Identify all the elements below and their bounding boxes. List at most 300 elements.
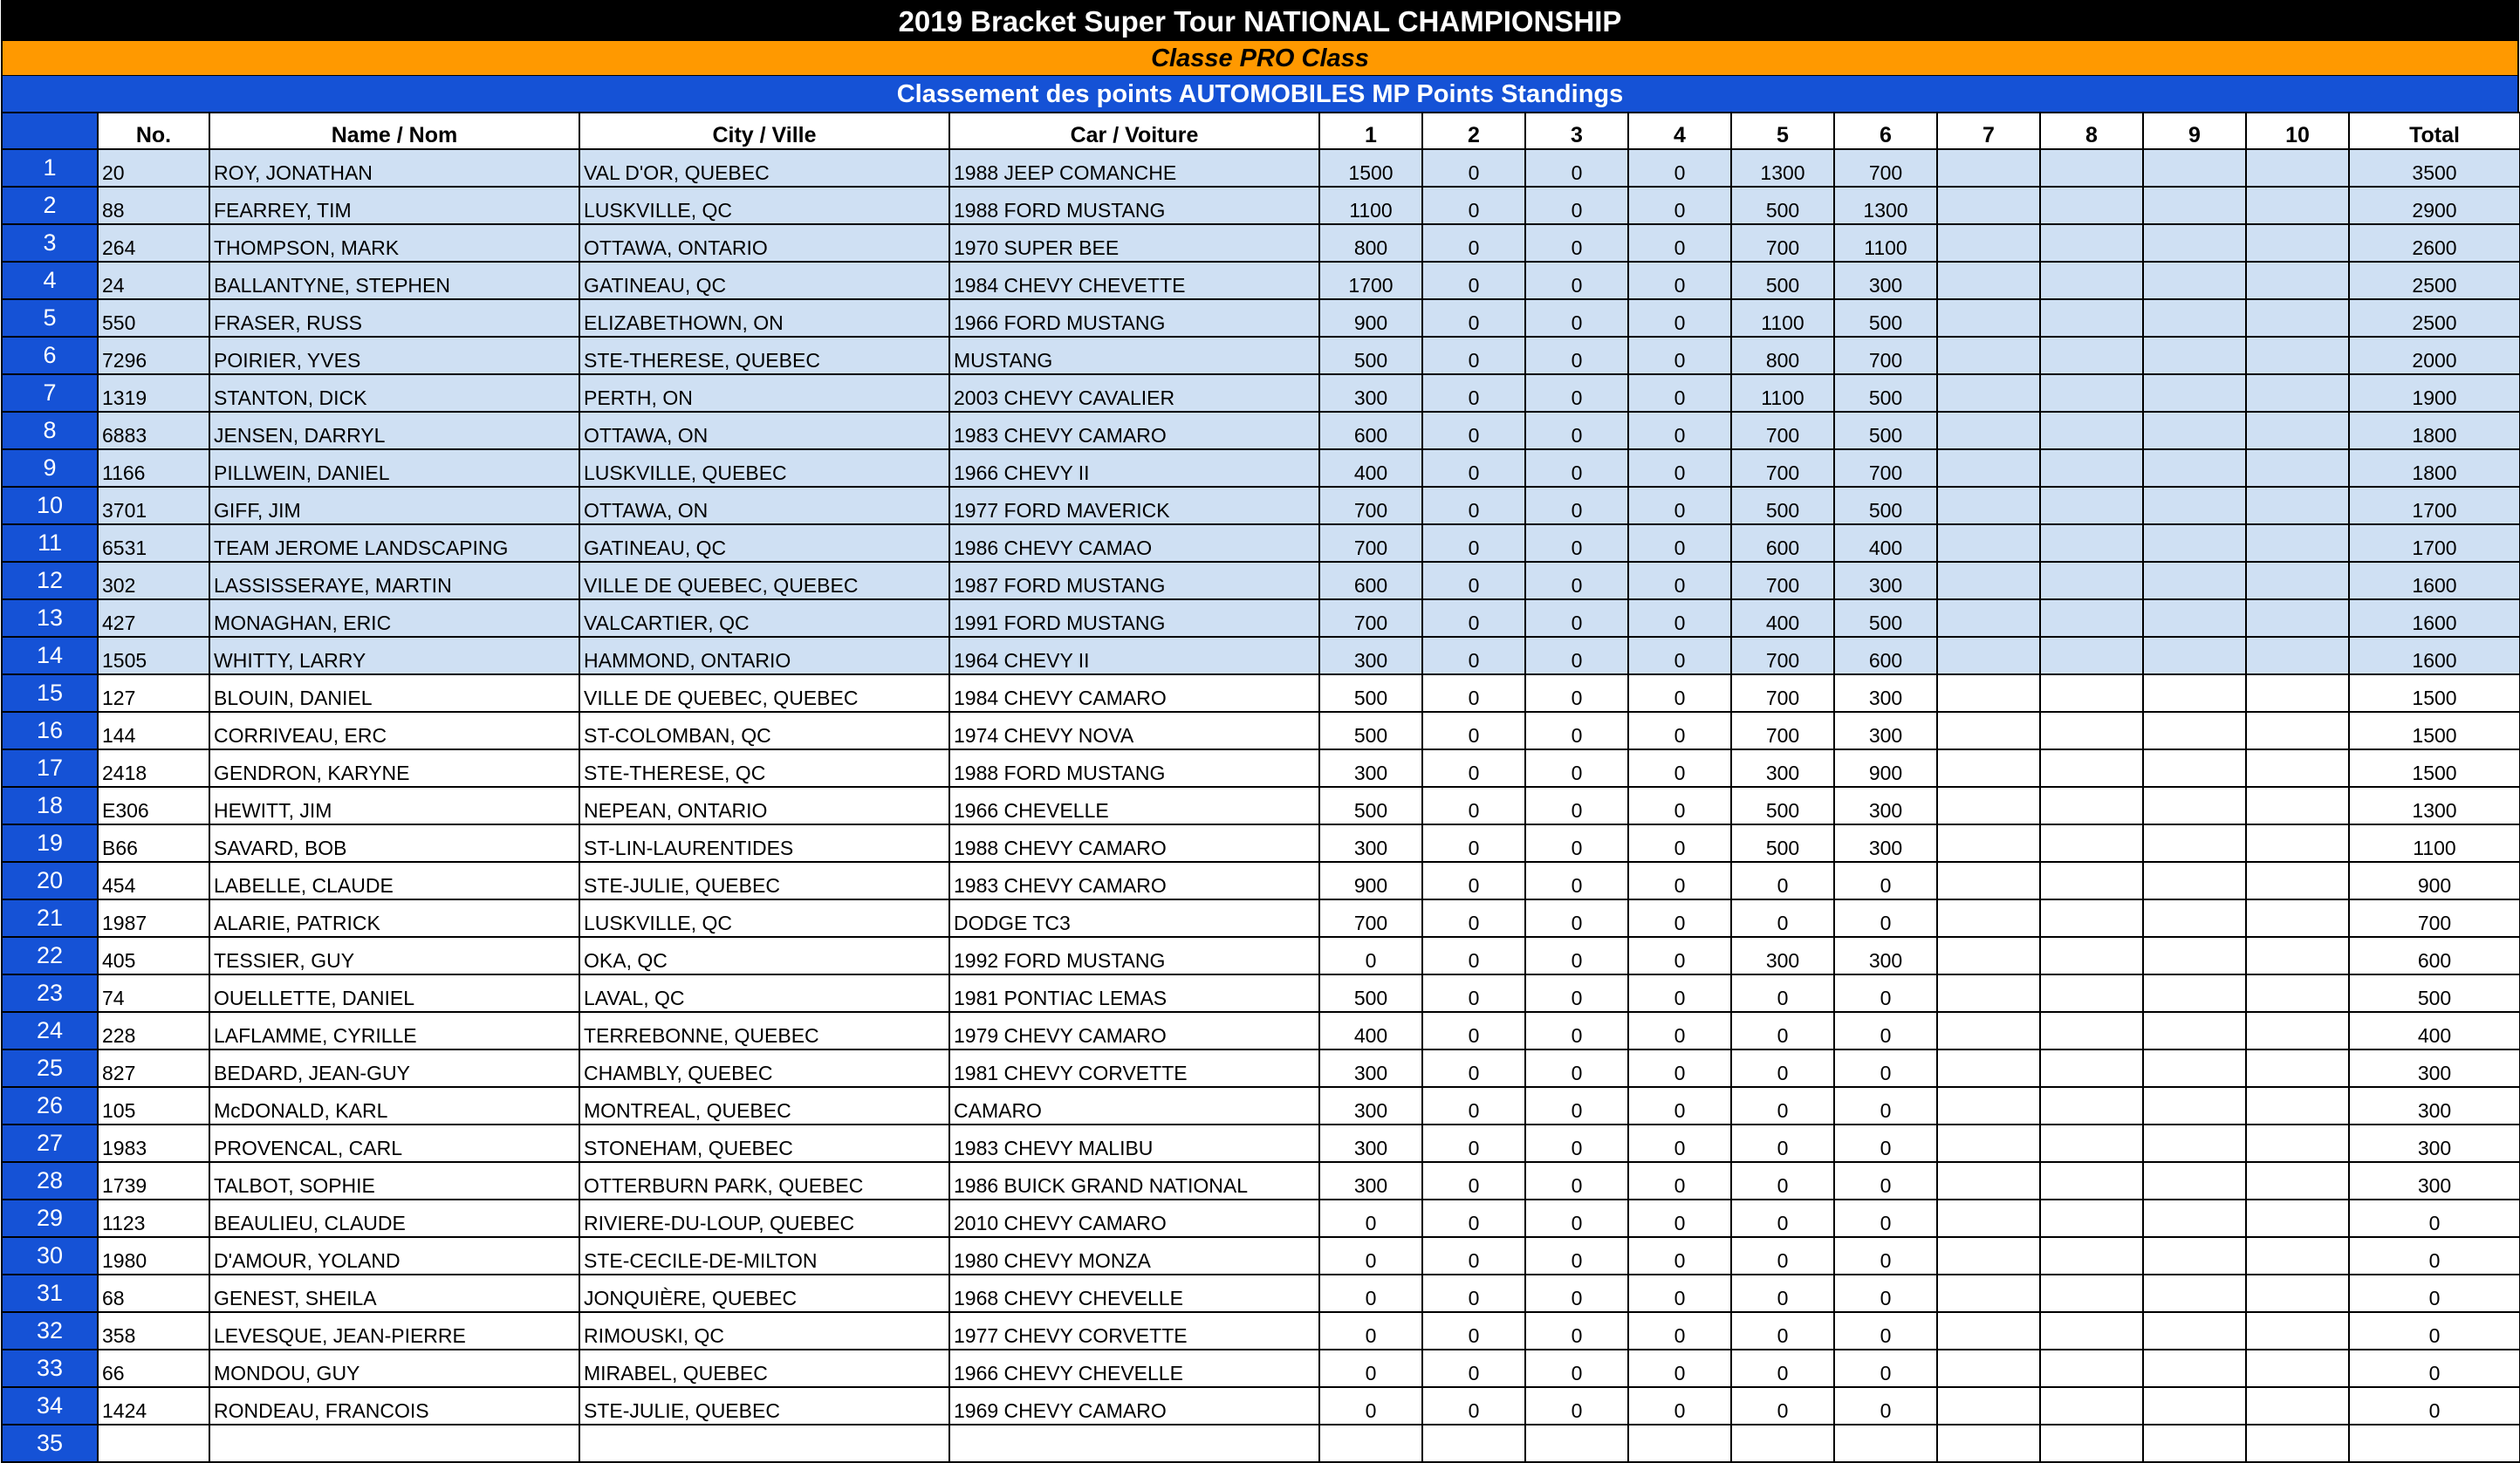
points-round-9 <box>2143 899 2246 937</box>
points-total: 1500 <box>2349 712 2520 749</box>
points-round-1: 300 <box>1319 1162 1422 1200</box>
points-round-9 <box>2143 1237 2246 1275</box>
points-round-4: 0 <box>1628 1312 1731 1350</box>
header-car: Car / Voiture <box>949 113 1319 149</box>
points-round-1: 700 <box>1319 487 1422 524</box>
points-round-7 <box>1937 899 2040 937</box>
points-round-3: 0 <box>1525 299 1628 337</box>
points-round-1: 500 <box>1319 787 1422 824</box>
points-total: 300 <box>2349 1125 2520 1162</box>
points-round-7 <box>1937 1200 2040 1237</box>
driver-city: STE-CECILE-DE-MILTON <box>579 1237 949 1275</box>
points-round-2 <box>1422 1425 1525 1462</box>
driver-number: 24 <box>98 262 209 299</box>
points-round-10 <box>2246 824 2349 862</box>
points-round-5: 0 <box>1731 1125 1834 1162</box>
points-round-8 <box>2040 187 2143 224</box>
points-round-8 <box>2040 1087 2143 1125</box>
table-row <box>2 374 2520 412</box>
points-round-7 <box>1937 1387 2040 1425</box>
points-round-1: 400 <box>1319 449 1422 487</box>
driver-car: 1984 CHEVY CHEVETTE <box>949 262 1319 299</box>
points-round-3: 0 <box>1525 187 1628 224</box>
table-row <box>2 262 2520 299</box>
points-round-1: 300 <box>1319 637 1422 674</box>
points-round-9 <box>2143 337 2246 374</box>
driver-number <box>98 1425 209 1462</box>
driver-number: 1424 <box>98 1387 209 1425</box>
table-row <box>2 1425 2520 1462</box>
points-round-4: 0 <box>1628 899 1731 937</box>
rank-number: 13 <box>2 599 98 637</box>
driver-city: STE-THERESE, QUEBEC <box>579 337 949 374</box>
driver-name: BEAULIEU, CLAUDE <box>209 1200 579 1237</box>
driver-number: 302 <box>98 562 209 599</box>
points-round-10 <box>2246 1162 2349 1200</box>
points-round-6: 500 <box>1834 299 1937 337</box>
points-round-8 <box>2040 1237 2143 1275</box>
points-round-9 <box>2143 374 2246 412</box>
points-round-8 <box>2040 1200 2143 1237</box>
points-total: 500 <box>2349 974 2520 1012</box>
driver-name: LABELLE, CLAUDE <box>209 862 579 899</box>
points-round-4: 0 <box>1628 524 1731 562</box>
points-round-3: 0 <box>1525 1237 1628 1275</box>
points-round-4: 0 <box>1628 187 1731 224</box>
championship-title: 2019 Bracket Super Tour NATIONAL CHAMPIONSHIP <box>1 0 2519 40</box>
driver-city: MONTREAL, QUEBEC <box>579 1087 949 1125</box>
points-round-7 <box>1937 449 2040 487</box>
points-round-5: 0 <box>1731 1012 1834 1049</box>
points-round-1: 500 <box>1319 337 1422 374</box>
rank-number: 4 <box>2 262 98 299</box>
points-round-6: 300 <box>1834 824 1937 862</box>
rank-number: 10 <box>2 487 98 524</box>
driver-number: 127 <box>98 674 209 712</box>
rank-number: 5 <box>2 299 98 337</box>
points-round-8 <box>2040 524 2143 562</box>
points-round-5: 600 <box>1731 524 1834 562</box>
points-round-2: 0 <box>1422 599 1525 637</box>
driver-name: GIFF, JIM <box>209 487 579 524</box>
points-round-6: 0 <box>1834 1275 1937 1312</box>
points-round-6: 700 <box>1834 337 1937 374</box>
rank-number: 17 <box>2 749 98 787</box>
rank-number: 14 <box>2 637 98 674</box>
driver-city: ELIZABETHOWN, ON <box>579 299 949 337</box>
driver-city: RIVIERE-DU-LOUP, QUEBEC <box>579 1200 949 1237</box>
points-round-3 <box>1525 1425 1628 1462</box>
points-round-7 <box>1937 937 2040 974</box>
points-round-8 <box>2040 637 2143 674</box>
driver-car: 1966 CHEVELLE <box>949 787 1319 824</box>
points-round-7 <box>1937 1275 2040 1312</box>
points-round-9 <box>2143 599 2246 637</box>
points-round-5: 0 <box>1731 1162 1834 1200</box>
points-round-10 <box>2246 524 2349 562</box>
points-round-1: 0 <box>1319 1200 1422 1237</box>
points-round-1: 300 <box>1319 1125 1422 1162</box>
points-round-1: 0 <box>1319 1237 1422 1275</box>
points-round-3: 0 <box>1525 712 1628 749</box>
driver-name: STANTON, DICK <box>209 374 579 412</box>
rank-number: 16 <box>2 712 98 749</box>
points-round-3: 0 <box>1525 449 1628 487</box>
points-round-1: 0 <box>1319 937 1422 974</box>
driver-number: 6883 <box>98 412 209 449</box>
table-row <box>2 224 2520 262</box>
driver-car: 1970 SUPER BEE <box>949 224 1319 262</box>
driver-city: VILLE DE QUEBEC, QUEBEC <box>579 674 949 712</box>
points-round-10 <box>2246 599 2349 637</box>
points-total: 600 <box>2349 937 2520 974</box>
table-row <box>2 562 2520 599</box>
driver-name: McDONALD, KARL <box>209 1087 579 1125</box>
points-round-6: 600 <box>1834 637 1937 674</box>
points-round-7 <box>1937 787 2040 824</box>
points-round-7 <box>1937 337 2040 374</box>
points-round-10 <box>2246 1387 2349 1425</box>
points-total: 300 <box>2349 1087 2520 1125</box>
driver-car: 1983 CHEVY CAMARO <box>949 412 1319 449</box>
points-round-9 <box>2143 1012 2246 1049</box>
points-round-5: 0 <box>1731 1200 1834 1237</box>
driver-car: 1979 CHEVY CAMARO <box>949 1012 1319 1049</box>
points-total: 0 <box>2349 1237 2520 1275</box>
points-total: 2500 <box>2349 299 2520 337</box>
table-row <box>2 1387 2520 1425</box>
driver-city: OTTAWA, ON <box>579 487 949 524</box>
points-round-2: 0 <box>1422 1312 1525 1350</box>
points-round-4: 0 <box>1628 412 1731 449</box>
points-round-8 <box>2040 1012 2143 1049</box>
rank-number: 6 <box>2 337 98 374</box>
rank-number: 11 <box>2 524 98 562</box>
driver-number: 66 <box>98 1350 209 1387</box>
points-round-8 <box>2040 1125 2143 1162</box>
points-round-1: 500 <box>1319 674 1422 712</box>
table-row <box>2 599 2520 637</box>
points-total: 0 <box>2349 1350 2520 1387</box>
header-round-6: 6 <box>1834 113 1937 149</box>
driver-number: 105 <box>98 1087 209 1125</box>
points-round-5: 1100 <box>1731 299 1834 337</box>
driver-name: SAVARD, BOB <box>209 824 579 862</box>
points-round-3: 0 <box>1525 599 1628 637</box>
points-round-4: 0 <box>1628 787 1731 824</box>
points-round-7 <box>1937 824 2040 862</box>
points-round-10 <box>2246 449 2349 487</box>
points-round-2: 0 <box>1422 562 1525 599</box>
points-round-10 <box>2246 1425 2349 1462</box>
points-round-7 <box>1937 524 2040 562</box>
points-round-7 <box>1937 974 2040 1012</box>
header-round-9: 9 <box>2143 113 2246 149</box>
header-total: Total <box>2349 113 2520 149</box>
table-row <box>2 449 2520 487</box>
table-row <box>2 1237 2520 1275</box>
points-round-2: 0 <box>1422 899 1525 937</box>
rank-number: 33 <box>2 1350 98 1387</box>
points-round-6: 700 <box>1834 449 1937 487</box>
points-round-4: 0 <box>1628 1012 1731 1049</box>
points-round-2: 0 <box>1422 487 1525 524</box>
points-round-8 <box>2040 899 2143 937</box>
rank-number: 23 <box>2 974 98 1012</box>
rank-number: 12 <box>2 562 98 599</box>
driver-car: 1992 FORD MUSTANG <box>949 937 1319 974</box>
points-round-3: 0 <box>1525 1387 1628 1425</box>
points-total: 400 <box>2349 1012 2520 1049</box>
driver-city: STE-THERESE, QC <box>579 749 949 787</box>
points-round-2: 0 <box>1422 1387 1525 1425</box>
driver-name: LAFLAMME, CYRILLE <box>209 1012 579 1049</box>
points-round-8 <box>2040 974 2143 1012</box>
points-round-4: 0 <box>1628 1087 1731 1125</box>
points-total: 300 <box>2349 1162 2520 1200</box>
points-round-4: 0 <box>1628 824 1731 862</box>
driver-city: ST-LIN-LAURENTIDES <box>579 824 949 862</box>
points-round-2: 0 <box>1422 1087 1525 1125</box>
driver-car: 1983 CHEVY MALIBU <box>949 1125 1319 1162</box>
points-round-2: 0 <box>1422 1200 1525 1237</box>
points-round-3: 0 <box>1525 1275 1628 1312</box>
points-round-8 <box>2040 374 2143 412</box>
driver-name: TESSIER, GUY <box>209 937 579 974</box>
points-total: 1600 <box>2349 637 2520 674</box>
driver-car: 1991 FORD MUSTANG <box>949 599 1319 637</box>
driver-name: GENDRON, KARYNE <box>209 749 579 787</box>
points-round-9 <box>2143 412 2246 449</box>
points-total: 2900 <box>2349 187 2520 224</box>
rank-number: 9 <box>2 449 98 487</box>
rank-number: 15 <box>2 674 98 712</box>
driver-city: STE-JULIE, QUEBEC <box>579 862 949 899</box>
rank-number: 28 <box>2 1162 98 1200</box>
points-round-8 <box>2040 1162 2143 1200</box>
driver-number: 68 <box>98 1275 209 1312</box>
points-round-9 <box>2143 187 2246 224</box>
points-round-6: 300 <box>1834 787 1937 824</box>
table-row <box>2 1125 2520 1162</box>
points-round-2: 0 <box>1422 749 1525 787</box>
driver-city: LUSKVILLE, QC <box>579 187 949 224</box>
points-round-9 <box>2143 974 2246 1012</box>
rank-number: 26 <box>2 1087 98 1125</box>
points-round-6: 0 <box>1834 899 1937 937</box>
driver-car: MUSTANG <box>949 337 1319 374</box>
points-round-2: 0 <box>1422 1350 1525 1387</box>
rank-number: 32 <box>2 1312 98 1350</box>
rank-number: 21 <box>2 899 98 937</box>
points-round-8 <box>2040 1312 2143 1350</box>
rank-number: 3 <box>2 224 98 262</box>
driver-name: FRASER, RUSS <box>209 299 579 337</box>
points-round-7 <box>1937 862 2040 899</box>
driver-city: OTTAWA, ONTARIO <box>579 224 949 262</box>
points-round-2: 0 <box>1422 1125 1525 1162</box>
points-round-2: 0 <box>1422 374 1525 412</box>
points-round-1: 700 <box>1319 899 1422 937</box>
rank-number: 1 <box>2 149 98 187</box>
driver-number: 144 <box>98 712 209 749</box>
points-round-7 <box>1937 637 2040 674</box>
driver-number: 6531 <box>98 524 209 562</box>
driver-name: POIRIER, YVES <box>209 337 579 374</box>
points-round-1: 700 <box>1319 599 1422 637</box>
points-round-10 <box>2246 899 2349 937</box>
points-round-10 <box>2246 187 2349 224</box>
driver-city: VALCARTIER, QC <box>579 599 949 637</box>
driver-number: E306 <box>98 787 209 824</box>
points-round-4: 0 <box>1628 1200 1731 1237</box>
driver-city: JONQUIÈRE, QUEBEC <box>579 1275 949 1312</box>
points-round-8 <box>2040 862 2143 899</box>
points-round-5: 300 <box>1731 749 1834 787</box>
points-round-9 <box>2143 1350 2246 1387</box>
points-round-6: 500 <box>1834 487 1937 524</box>
driver-name: PROVENCAL, CARL <box>209 1125 579 1162</box>
points-round-9 <box>2143 637 2246 674</box>
points-round-9 <box>2143 1425 2246 1462</box>
points-round-6: 300 <box>1834 674 1937 712</box>
points-round-1: 300 <box>1319 1087 1422 1125</box>
points-round-6: 0 <box>1834 1087 1937 1125</box>
driver-city: VILLE DE QUEBEC, QUEBEC <box>579 562 949 599</box>
points-round-7 <box>1937 562 2040 599</box>
driver-car: 1986 BUICK GRAND NATIONAL <box>949 1162 1319 1200</box>
points-round-8 <box>2040 449 2143 487</box>
driver-name: TEAM JEROME LANDSCAPING <box>209 524 579 562</box>
points-round-9 <box>2143 487 2246 524</box>
points-round-7 <box>1937 1162 2040 1200</box>
points-round-6: 1100 <box>1834 224 1937 262</box>
points-round-1: 900 <box>1319 299 1422 337</box>
points-round-10 <box>2246 862 2349 899</box>
driver-name: OUELLETTE, DANIEL <box>209 974 579 1012</box>
points-round-4: 0 <box>1628 1237 1731 1275</box>
points-round-4: 0 <box>1628 1350 1731 1387</box>
points-total: 700 <box>2349 899 2520 937</box>
points-round-7 <box>1937 149 2040 187</box>
driver-name: LASSISSERAYE, MARTIN <box>209 562 579 599</box>
points-round-1: 1500 <box>1319 149 1422 187</box>
points-round-4: 0 <box>1628 1387 1731 1425</box>
points-round-5: 800 <box>1731 337 1834 374</box>
points-round-1: 300 <box>1319 1049 1422 1087</box>
points-round-3: 0 <box>1525 412 1628 449</box>
points-round-2: 0 <box>1422 337 1525 374</box>
points-total: 1800 <box>2349 449 2520 487</box>
points-round-3: 0 <box>1525 1162 1628 1200</box>
table-row <box>2 1312 2520 1350</box>
points-round-6: 0 <box>1834 1162 1937 1200</box>
points-round-3: 0 <box>1525 1087 1628 1125</box>
points-total <box>2349 1425 2520 1462</box>
points-round-7 <box>1937 487 2040 524</box>
points-round-8 <box>2040 1275 2143 1312</box>
table-row <box>2 524 2520 562</box>
points-round-9 <box>2143 1087 2246 1125</box>
points-round-6: 700 <box>1834 149 1937 187</box>
points-round-5: 0 <box>1731 974 1834 1012</box>
points-round-2: 0 <box>1422 149 1525 187</box>
points-round-6: 0 <box>1834 1200 1937 1237</box>
points-round-2: 0 <box>1422 224 1525 262</box>
points-round-8 <box>2040 487 2143 524</box>
points-round-9 <box>2143 862 2246 899</box>
points-round-9 <box>2143 787 2246 824</box>
rank-number: 30 <box>2 1237 98 1275</box>
points-round-9 <box>2143 1387 2246 1425</box>
header-round-4: 4 <box>1628 113 1731 149</box>
points-round-9 <box>2143 449 2246 487</box>
points-round-4 <box>1628 1425 1731 1462</box>
driver-car: 1986 CHEVY CAMAO <box>949 524 1319 562</box>
driver-city: TERREBONNE, QUEBEC <box>579 1012 949 1049</box>
table-row <box>2 337 2520 374</box>
points-round-3: 0 <box>1525 374 1628 412</box>
points-round-1: 500 <box>1319 974 1422 1012</box>
points-round-2: 0 <box>1422 449 1525 487</box>
points-round-4: 0 <box>1628 337 1731 374</box>
points-round-2: 0 <box>1422 974 1525 1012</box>
points-round-4: 0 <box>1628 862 1731 899</box>
table-row <box>2 712 2520 749</box>
points-round-6: 300 <box>1834 937 1937 974</box>
driver-car: 1988 FORD MUSTANG <box>949 749 1319 787</box>
points-round-10 <box>2246 487 2349 524</box>
points-round-4: 0 <box>1628 1049 1731 1087</box>
points-round-2: 0 <box>1422 187 1525 224</box>
points-round-7 <box>1937 1012 2040 1049</box>
header-city: City / Ville <box>579 113 949 149</box>
points-round-5: 700 <box>1731 712 1834 749</box>
header-round-1: 1 <box>1319 113 1422 149</box>
driver-car: 1988 JEEP COMANCHE <box>949 149 1319 187</box>
points-round-8 <box>2040 674 2143 712</box>
points-round-4: 0 <box>1628 299 1731 337</box>
driver-name: ROY, JONATHAN <box>209 149 579 187</box>
points-total: 900 <box>2349 862 2520 899</box>
driver-car: 1988 FORD MUSTANG <box>949 187 1319 224</box>
driver-name: ALARIE, PATRICK <box>209 899 579 937</box>
points-round-4: 0 <box>1628 1125 1731 1162</box>
driver-name: LEVESQUE, JEAN-PIERRE <box>209 1312 579 1350</box>
points-round-7 <box>1937 374 2040 412</box>
rank-number: 27 <box>2 1125 98 1162</box>
driver-name: HEWITT, JIM <box>209 787 579 824</box>
points-round-4: 0 <box>1628 374 1731 412</box>
points-round-2: 0 <box>1422 524 1525 562</box>
points-round-8 <box>2040 562 2143 599</box>
points-round-7 <box>1937 187 2040 224</box>
header-name: Name / Nom <box>209 113 579 149</box>
driver-name: JENSEN, DARRYL <box>209 412 579 449</box>
points-round-3: 0 <box>1525 562 1628 599</box>
standings-label: Classement des points AUTOMOBILES MP Points Standings <box>1 75 2519 112</box>
points-total: 1500 <box>2349 749 2520 787</box>
points-round-5: 500 <box>1731 262 1834 299</box>
points-round-4: 0 <box>1628 749 1731 787</box>
points-round-4: 0 <box>1628 974 1731 1012</box>
driver-number: 405 <box>98 937 209 974</box>
class-label: Classe PRO Class <box>1 40 2519 75</box>
points-round-9 <box>2143 262 2246 299</box>
table-row <box>2 937 2520 974</box>
driver-city: RIMOUSKI, QC <box>579 1312 949 1350</box>
driver-number: 88 <box>98 187 209 224</box>
